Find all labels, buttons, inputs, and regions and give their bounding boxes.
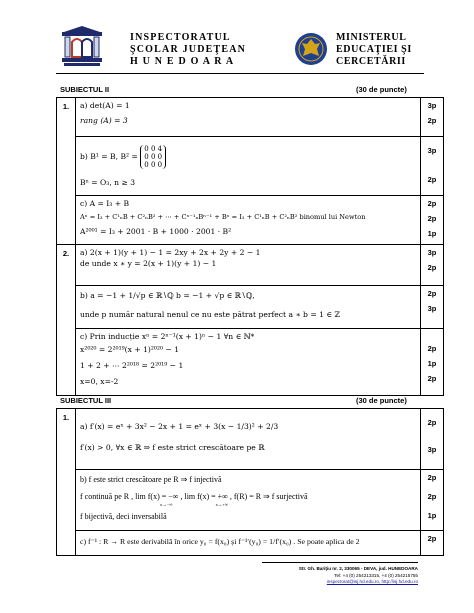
s3-item1-number: 1.: [57, 409, 76, 556]
matrix-row-3: 0 0 0: [144, 161, 163, 169]
s2-1c-pt2: 2p: [427, 214, 437, 223]
s3-row1a: [57, 409, 444, 470]
s3-row1c: [57, 531, 444, 556]
ministry-crest-icon: [294, 32, 328, 66]
ministry-line-1: MINISTERUL: [336, 32, 407, 43]
s2-2a-pt1: 3p: [427, 248, 437, 257]
s2-1a-line2: rang (A) = 3: [80, 116, 128, 125]
inspectorate-line-2: ŞCOLAR JUDEŢEAN: [130, 44, 247, 55]
s2-row2c: [57, 329, 444, 396]
s3-1a-line2: f′(x) > 0, ∀x ∈ ℝ ⇒ f este strict crescătoare pe ℝ: [80, 443, 265, 452]
s3-1c-points: [421, 531, 444, 556]
section3-table: [56, 408, 444, 556]
s3-item1c: [76, 531, 421, 556]
s2-2c-pt3: 2p: [427, 374, 437, 383]
s2-1c-points: [421, 196, 444, 245]
inspectorate-logo: [60, 24, 104, 68]
matrix-b-squared: [140, 145, 166, 169]
section2-table: [56, 97, 444, 396]
s2-1a-points: [421, 98, 444, 137]
s3-1b-pt3: 1p: [427, 511, 437, 520]
s2-row2a: [57, 245, 444, 286]
s2-2c-points: [421, 329, 444, 396]
s2-item2a: [76, 245, 421, 286]
s3-1b-pt2: 2p: [427, 492, 437, 501]
inspectorate-line-1: INSPECTORATUL: [130, 32, 231, 43]
footer: [262, 566, 418, 586]
matrix-row-1: 0 0 4: [144, 145, 163, 153]
s2-row1b: [57, 137, 444, 196]
s2-2a-points: [421, 245, 444, 286]
s2-1b-line2: Bⁿ = O₃, n ≥ 3: [80, 178, 136, 187]
s3-1b-line1: b) f este strict crescătoare pe R ⇒ f injectivă: [80, 475, 222, 484]
s3-1c-line1: c) f⁻¹ : R → R este derivabilă în orice y₀ = f(x₀) și f⁻¹′(y₀) = 1/f′(x₀) . Se poate aplica de 2: [80, 537, 360, 546]
s2-item2b: [76, 286, 421, 329]
section2-points: (30 de puncte): [356, 85, 407, 94]
s2-1b-pt1: 3p: [427, 146, 437, 155]
s3-1c-pt1: 2p: [427, 534, 437, 543]
footer-contact-link[interactable]: inspectorat@isj.hd.edu.ro, http://isj.hd.edu.ro: [326, 579, 418, 584]
inspectorate-line-3: H U N E D O A R A: [130, 56, 235, 67]
s3-1b-line2: f continuă pe R , lim f(x) = −∞ , lim f(x) = +∞ , f(R) = R ⇒ f surjectivă: [80, 492, 308, 501]
header-divider: [56, 73, 424, 74]
s2-2c-line2: x²⁰²⁰ = 2²⁰¹⁹(x + 1)²⁰²⁰ − 1: [80, 345, 180, 354]
s2-1b-line1: b) B¹ = B, B² =: [80, 152, 138, 161]
s2-1a-pt1: 3p: [427, 101, 437, 110]
s2-1c-line3: A²⁰⁰¹ = I₃ + 2001 · B + 1000 · 2001 · B²: [80, 227, 232, 236]
s3-1a-pt1: 2p: [427, 418, 437, 427]
s2-2b-line2: unde p număr natural nenul ce nu este pătrat perfect a ∗ b = 1 ∈ ℤ: [80, 310, 340, 319]
s3-1a-pt2: 3p: [427, 445, 437, 454]
section3-points: (30 de puncte): [356, 396, 407, 405]
section2-title: SUBIECTUL II: [60, 85, 110, 94]
s2-2c-line1: c) Prin inducție xⁿ = 2ⁿ⁻¹(x + 1)ⁿ − 1 ∀n ∈ ℕ*: [80, 332, 255, 341]
s2-1c-line1: c) A = I₃ + B: [80, 199, 130, 208]
s2-item1c: [76, 196, 421, 245]
s2-row1a: [57, 98, 444, 137]
s2-1a-line1: a) det(A) = 1: [80, 101, 130, 110]
s2-2b-points: [421, 286, 444, 329]
inspectorate-name: [130, 32, 246, 68]
footer-divider: [262, 562, 418, 563]
s2-1b-points: [421, 137, 444, 196]
s3-1a-points: [421, 409, 444, 470]
s2-row1c: [57, 196, 444, 245]
s2-2b-pt1: 2p: [427, 289, 437, 298]
s2-2b-pt2: 3p: [427, 304, 437, 313]
limit-sub-2: x→+∞: [215, 502, 229, 507]
section3-title: SUBIECTUL III: [60, 396, 112, 405]
s3-1b-limit-subscripts: [160, 502, 416, 507]
s3-item1b: [76, 470, 421, 531]
s2-2c-line4: x=0, x=-2: [80, 377, 119, 386]
s3-1b-pt1: 2p: [427, 473, 437, 482]
s2-1c-pt3: 1p: [427, 229, 437, 238]
s2-2a-pt2: 2p: [427, 263, 437, 272]
ministry-line-2: EDUCAŢIEI ŞI: [336, 44, 412, 55]
ministry-name: [336, 32, 412, 68]
ministry-line-3: CERCETĂRII: [336, 56, 406, 67]
s2-2c-pt2: 1p: [427, 359, 437, 368]
matrix-row-2: 0 0 0: [144, 153, 163, 161]
s2-item2c: [76, 329, 421, 396]
s3-1a-line1: a) f′(x) = eˣ + 3x² − 2x + 1 = eˣ + 3(x − 1/3)² + 2/3: [80, 422, 279, 431]
footer-address: Str. Gh. Bariţiu nr. 2, 330065 - DEVA, jud. HUNEDOARA: [298, 566, 418, 571]
s3-1b-points: [421, 470, 444, 531]
s3-1b-line3: f bijectivă, deci inversabilă: [80, 512, 167, 521]
limit-sub-1: x→−∞: [160, 502, 173, 507]
s3-row1b: [57, 470, 444, 531]
s2-item1a: [76, 98, 421, 137]
s2-item1b: [76, 137, 421, 196]
s2-item1-number: 1.: [57, 98, 76, 245]
s2-item2-number: 2.: [57, 245, 76, 396]
s2-2a-line2: de unde x ∗ y = 2(x + 1)(y + 1) − 1: [80, 259, 217, 268]
s2-1a-pt2: 2p: [427, 116, 437, 125]
s2-1c-pt1: 2p: [427, 199, 437, 208]
s2-row2b: [57, 286, 444, 329]
s2-1c-line2: Aⁿ = I₃ + C¹ₙB + C²ₙB² + ⋯ + Cⁿ⁻¹ₙBⁿ⁻¹ + Bⁿ = I₃ + C¹ₙB + C²ₙB² binomul lui Newton: [80, 213, 366, 221]
s2-1b-pt2: 2p: [427, 175, 437, 184]
s2-2b-line1: b) a = −1 + 1/√p ∈ ℝ∖ℚ b = −1 + √p ∈ ℝ∖ℚ,: [80, 291, 255, 300]
footer-phone: Tel: +4 (0) 254213315, +4 (0) 254215755: [334, 572, 418, 578]
s2-2c-line3: 1 + 2 + ⋯ 2²⁰¹⁸ = 2²⁰¹⁹ − 1: [80, 361, 184, 370]
s3-item1a: [76, 409, 421, 470]
s2-2a-line1: a) 2(x + 1)(y + 1) − 1 = 2xy + 2x + 2y + 2 − 1: [80, 248, 261, 257]
s2-2c-pt1: 2p: [427, 344, 437, 353]
